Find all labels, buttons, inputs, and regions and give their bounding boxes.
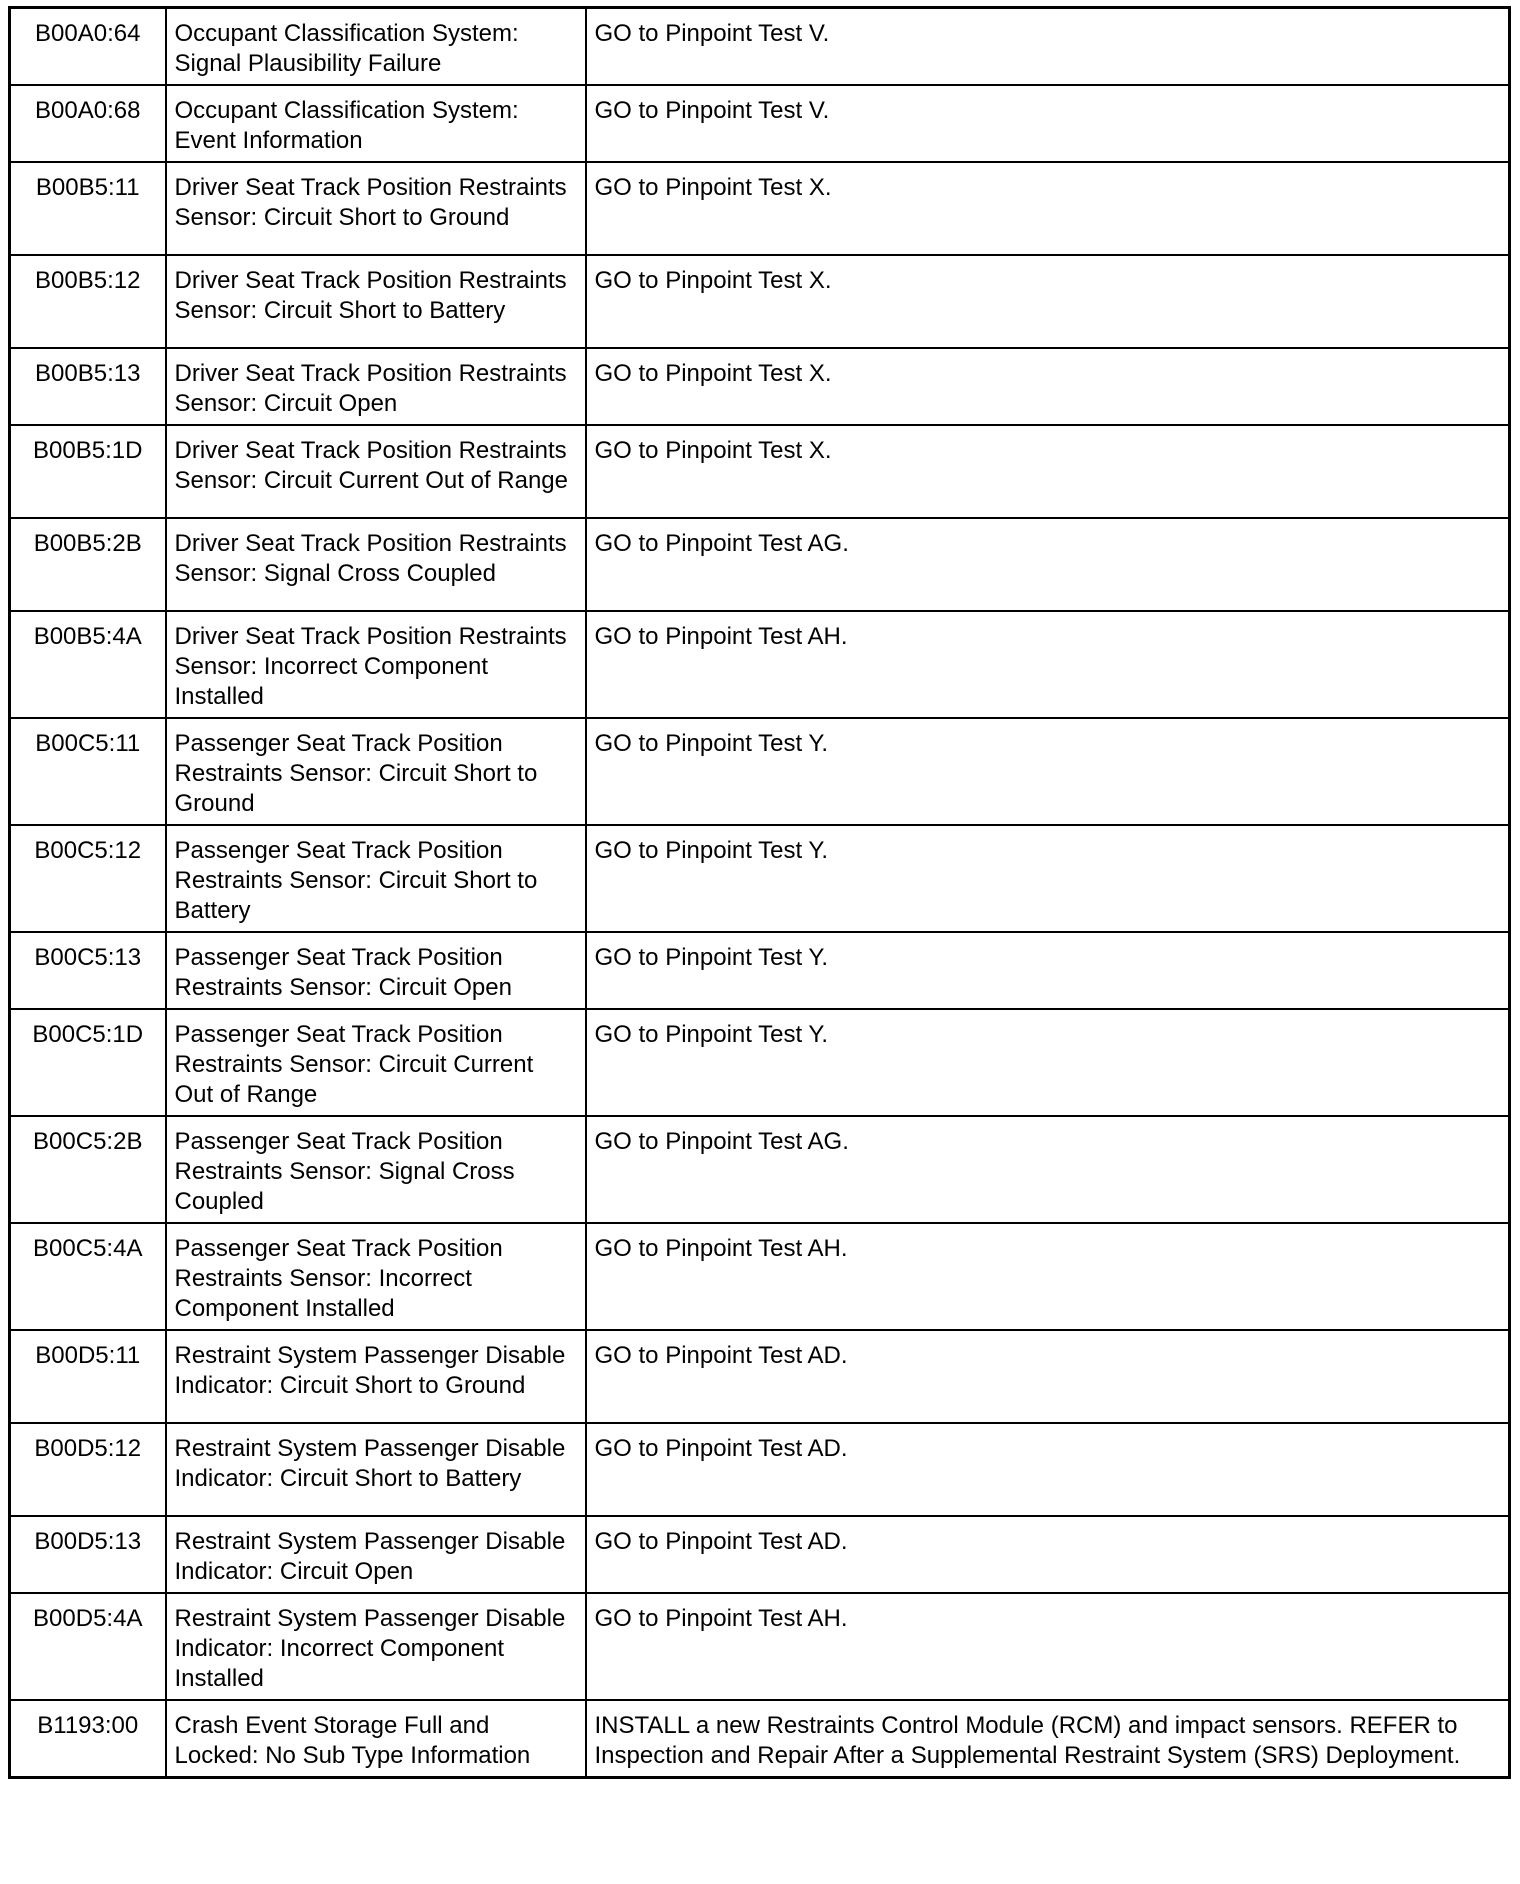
dtc-code-cell: B00C5:2B — [10, 1116, 166, 1223]
dtc-description-cell: Driver Seat Track Position Restraints Sensor: Circuit Short to Ground — [166, 162, 586, 255]
dtc-code-cell: B00B5:1D — [10, 425, 166, 518]
table-row — [10, 1700, 1510, 1778]
dtc-code-cell: B00D5:13 — [10, 1516, 166, 1593]
table-row — [10, 425, 1510, 518]
dtc-code-cell: B1193:00 — [10, 1700, 166, 1778]
dtc-description-cell: Passenger Seat Track Position Restraints Sensor: Signal Cross Coupled — [166, 1116, 586, 1223]
table-row — [10, 255, 1510, 348]
table-row — [10, 1223, 1510, 1330]
dtc-description-cell: Passenger Seat Track Position Restraints Sensor: Circuit Short to Battery — [166, 825, 586, 932]
table-row — [10, 718, 1510, 825]
dtc-code-cell: B00C5:4A — [10, 1223, 166, 1330]
dtc-code-cell: B00A0:68 — [10, 85, 166, 162]
dtc-description-cell: Driver Seat Track Position Restraints Sensor: Circuit Current Out of Range — [166, 425, 586, 518]
dtc-action-cell: GO to Pinpoint Test Y. — [586, 932, 1510, 1009]
dtc-description-cell: Passenger Seat Track Position Restraints Sensor: Incorrect Component Installed — [166, 1223, 586, 1330]
dtc-action-cell: GO to Pinpoint Test X. — [586, 162, 1510, 255]
dtc-action-cell: GO to Pinpoint Test V. — [586, 8, 1510, 86]
table-row — [10, 348, 1510, 425]
dtc-action-cell: GO to Pinpoint Test X. — [586, 425, 1510, 518]
dtc-table — [8, 6, 1511, 1779]
dtc-action-cell: GO to Pinpoint Test AH. — [586, 1223, 1510, 1330]
dtc-code-cell: B00C5:13 — [10, 932, 166, 1009]
dtc-description-cell: Occupant Classification System: Signal Plausibility Failure — [166, 8, 586, 86]
dtc-action-cell: GO to Pinpoint Test V. — [586, 85, 1510, 162]
table-row — [10, 1116, 1510, 1223]
table-row — [10, 85, 1510, 162]
dtc-code-cell: B00C5:11 — [10, 718, 166, 825]
dtc-description-cell: Restraint System Passenger Disable Indicator: Incorrect Component Installed — [166, 1593, 586, 1700]
dtc-action-cell: GO to Pinpoint Test AD. — [586, 1516, 1510, 1593]
table-row — [10, 1330, 1510, 1423]
dtc-description-cell: Driver Seat Track Position Restraints Sensor: Incorrect Component Installed — [166, 611, 586, 718]
dtc-description-cell: Restraint System Passenger Disable Indicator: Circuit Short to Ground — [166, 1330, 586, 1423]
dtc-action-cell: GO to Pinpoint Test AH. — [586, 1593, 1510, 1700]
dtc-action-cell: GO to Pinpoint Test X. — [586, 348, 1510, 425]
dtc-description-cell: Passenger Seat Track Position Restraints Sensor: Circuit Short to Ground — [166, 718, 586, 825]
dtc-action-cell: GO to Pinpoint Test AD. — [586, 1423, 1510, 1516]
dtc-description-cell: Occupant Classification System: Event Information — [166, 85, 586, 162]
dtc-action-cell: GO to Pinpoint Test Y. — [586, 718, 1510, 825]
dtc-action-cell: GO to Pinpoint Test X. — [586, 255, 1510, 348]
dtc-code-cell: B00B5:2B — [10, 518, 166, 611]
table-row — [10, 825, 1510, 932]
table-row — [10, 8, 1510, 86]
dtc-action-cell: GO to Pinpoint Test Y. — [586, 1009, 1510, 1116]
dtc-code-cell: B00B5:12 — [10, 255, 166, 348]
table-row — [10, 611, 1510, 718]
table-row — [10, 1423, 1510, 1516]
dtc-description-cell: Restraint System Passenger Disable Indicator: Circuit Open — [166, 1516, 586, 1593]
dtc-action-cell: GO to Pinpoint Test AD. — [586, 1330, 1510, 1423]
table-row — [10, 518, 1510, 611]
dtc-table-body — [10, 8, 1510, 1778]
dtc-description-cell: Driver Seat Track Position Restraints Sensor: Circuit Short to Battery — [166, 255, 586, 348]
dtc-code-cell: B00D5:11 — [10, 1330, 166, 1423]
dtc-code-cell: B00B5:11 — [10, 162, 166, 255]
dtc-description-cell: Passenger Seat Track Position Restraints Sensor: Circuit Current Out of Range — [166, 1009, 586, 1116]
dtc-code-cell: B00B5:4A — [10, 611, 166, 718]
table-row — [10, 1009, 1510, 1116]
table-row — [10, 1516, 1510, 1593]
dtc-code-cell: B00C5:1D — [10, 1009, 166, 1116]
dtc-action-cell: INSTALL a new Restraints Control Module (RCM) and impact sensors. REFER to Inspection and Repair After a Supplemental Restraint System (SRS) Deployment. — [586, 1700, 1510, 1778]
table-row — [10, 932, 1510, 1009]
dtc-description-cell: Crash Event Storage Full and Locked: No Sub Type Information — [166, 1700, 586, 1778]
dtc-code-cell: B00B5:13 — [10, 348, 166, 425]
dtc-code-cell: B00D5:12 — [10, 1423, 166, 1516]
dtc-description-cell: Passenger Seat Track Position Restraints Sensor: Circuit Open — [166, 932, 586, 1009]
table-row — [10, 1593, 1510, 1700]
table-row — [10, 162, 1510, 255]
dtc-description-cell: Restraint System Passenger Disable Indicator: Circuit Short to Battery — [166, 1423, 586, 1516]
dtc-code-cell: B00C5:12 — [10, 825, 166, 932]
dtc-action-cell: GO to Pinpoint Test Y. — [586, 825, 1510, 932]
dtc-action-cell: GO to Pinpoint Test AG. — [586, 518, 1510, 611]
dtc-code-cell: B00D5:4A — [10, 1593, 166, 1700]
dtc-code-cell: B00A0:64 — [10, 8, 166, 86]
dtc-description-cell: Driver Seat Track Position Restraints Sensor: Circuit Open — [166, 348, 586, 425]
dtc-description-cell: Driver Seat Track Position Restraints Sensor: Signal Cross Coupled — [166, 518, 586, 611]
dtc-action-cell: GO to Pinpoint Test AH. — [586, 611, 1510, 718]
dtc-action-cell: GO to Pinpoint Test AG. — [586, 1116, 1510, 1223]
